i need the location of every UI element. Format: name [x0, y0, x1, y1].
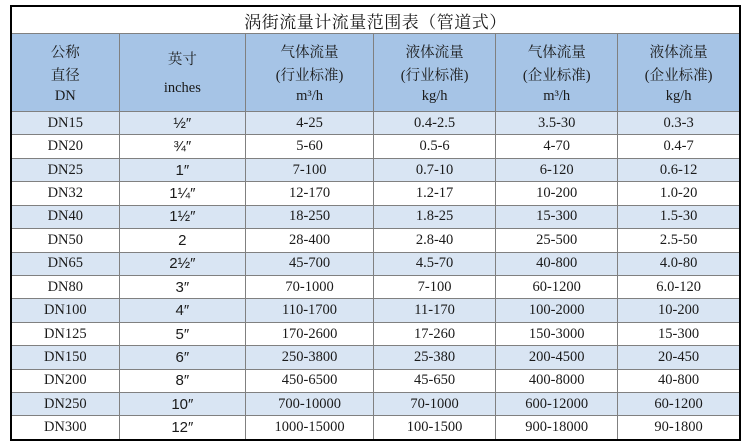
cell-liquid-industry: 11-170 — [374, 299, 496, 321]
cell-gas-enterprise: 3.5-30 — [496, 112, 618, 134]
table-row — [12, 158, 739, 181]
cell-gas-industry: 12-170 — [246, 182, 374, 204]
cell-gas-industry: 45-700 — [246, 253, 374, 275]
cell-gas-enterprise: 25-500 — [496, 229, 618, 251]
cell-gas-enterprise: 4-70 — [496, 135, 618, 157]
cell-gas-enterprise: 6-120 — [496, 159, 618, 181]
header-line: 直径 — [50, 68, 80, 84]
table-body — [12, 111, 739, 439]
header-line: (行业标准) — [400, 68, 469, 84]
cell-liquid-enterprise: 60-1200 — [654, 395, 703, 412]
header-cell-inches — [120, 34, 246, 111]
cell-gas-enterprise: 150-3000 — [496, 323, 618, 345]
header-line: inches — [163, 79, 201, 96]
cell-inches: 3″ — [120, 276, 246, 298]
cell-liquid-enterprise: 40-800 — [658, 372, 700, 389]
cell-gas-industry: 110-1700 — [246, 299, 374, 321]
cell-dn: DN80 — [12, 276, 120, 298]
header-cell-liquid-industry — [374, 34, 496, 111]
cell-liquid-industry: 2.8-40 — [374, 229, 496, 251]
cell-liquid-industry: 100-1500 — [374, 416, 496, 438]
cell-gas-enterprise: 200-4500 — [496, 346, 618, 368]
table-row — [12, 298, 739, 321]
cell-gas-industry: 4-25 — [246, 112, 374, 134]
header-line: 气体流量 — [280, 44, 339, 61]
table-row — [12, 369, 739, 392]
cell-gas-enterprise: 40-800 — [496, 253, 618, 275]
header-line: 气体流量 — [527, 44, 586, 61]
header-line: 公称 — [50, 44, 80, 61]
header-line: kg/h — [421, 87, 448, 104]
cell-gas-enterprise: 10-200 — [496, 182, 618, 204]
table-row — [12, 181, 739, 204]
table-row — [12, 252, 739, 275]
cell-liquid-industry: 1.2-17 — [374, 182, 496, 204]
cell-gas-enterprise: 600-12000 — [496, 393, 618, 415]
cell-dn: DN100 — [12, 299, 120, 321]
table-row — [12, 228, 739, 251]
cell-liquid-enterprise: 0.4-7 — [663, 138, 694, 155]
cell-inches: 2 — [120, 229, 246, 251]
table-row — [12, 111, 739, 134]
header-cell-liquid-enterprise — [618, 34, 739, 111]
table-title: 涡街流量计流量范围表（管道式） — [12, 7, 739, 33]
cell-gas-enterprise: 60-1200 — [496, 276, 618, 298]
cell-gas-enterprise: 100-2000 — [496, 299, 618, 321]
cell-gas-enterprise: 400-8000 — [496, 370, 618, 392]
header-cell-gas-enterprise — [496, 34, 618, 111]
cell-liquid-enterprise: 0.6-12 — [659, 161, 698, 178]
cell-liquid-enterprise: 1.0-20 — [659, 184, 698, 201]
cell-inches: 10″ — [120, 393, 246, 415]
cell-gas-enterprise: 15-300 — [496, 206, 618, 228]
header-line: (企业标准) — [644, 68, 713, 84]
table-row — [12, 134, 739, 157]
cell-gas-industry: 170-2600 — [246, 323, 374, 345]
cell-liquid-industry: 45-650 — [374, 370, 496, 392]
cell-dn: DN40 — [12, 206, 120, 228]
cell-gas-industry: 70-1000 — [246, 276, 374, 298]
cell-dn: DN300 — [12, 416, 120, 438]
header-line: DN — [54, 87, 76, 104]
cell-liquid-industry: 0.5-6 — [374, 135, 496, 157]
cell-liquid-industry: 25-380 — [374, 346, 496, 368]
cell-inches: 1¼″ — [120, 182, 246, 204]
table-row — [12, 345, 739, 368]
cell-liquid-enterprise: 1.5-30 — [659, 208, 698, 225]
cell-liquid-industry: 70-1000 — [374, 393, 496, 415]
cell-gas-industry: 450-6500 — [246, 370, 374, 392]
cell-dn: DN150 — [12, 346, 120, 368]
cell-dn: DN25 — [12, 159, 120, 181]
table-row — [12, 205, 739, 228]
cell-inches: 1½″ — [120, 206, 246, 228]
header-line: 液体流量 — [405, 44, 464, 61]
cell-liquid-enterprise: 0.3-3 — [663, 114, 694, 131]
cell-liquid-industry: 4.5-70 — [374, 253, 496, 275]
cell-gas-industry: 18-250 — [246, 206, 374, 228]
cell-liquid-industry: 0.4-2.5 — [374, 112, 496, 134]
cell-liquid-industry: 1.8-25 — [374, 206, 496, 228]
cell-liquid-enterprise: 6.0-120 — [656, 278, 701, 295]
cell-dn: DN250 — [12, 393, 120, 415]
header-line: kg/h — [665, 87, 692, 104]
table-row — [12, 322, 739, 345]
table-row — [12, 392, 739, 415]
cell-inches: 6″ — [120, 346, 246, 368]
cell-inches: ¾″ — [120, 135, 246, 157]
cell-liquid-industry: 0.7-10 — [374, 159, 496, 181]
header-cell-dn — [12, 34, 120, 111]
cell-dn: DN65 — [12, 253, 120, 275]
cell-liquid-enterprise: 10-200 — [658, 302, 700, 319]
header-line: 液体流量 — [649, 44, 708, 61]
header-line: m³/h — [543, 87, 571, 104]
cell-liquid-enterprise: 2.5-50 — [659, 231, 698, 248]
cell-gas-enterprise: 900-18000 — [496, 416, 618, 438]
header-line: (企业标准) — [522, 68, 591, 84]
cell-inches: 4″ — [120, 299, 246, 321]
cell-inches: 12″ — [120, 416, 246, 438]
cell-dn: DN15 — [12, 112, 120, 134]
table-header-row — [12, 33, 739, 111]
cell-dn: DN32 — [12, 182, 120, 204]
table-row — [12, 415, 739, 438]
cell-liquid-enterprise: 90-1800 — [654, 419, 703, 436]
cell-gas-industry: 5-60 — [246, 135, 374, 157]
cell-gas-industry: 1000-15000 — [246, 416, 374, 438]
cell-liquid-industry: 17-260 — [374, 323, 496, 345]
header-line: (行业标准) — [275, 68, 344, 84]
cell-gas-industry: 7-100 — [246, 159, 374, 181]
cell-dn: DN50 — [12, 229, 120, 251]
cell-liquid-industry: 7-100 — [374, 276, 496, 298]
header-line: 英寸 — [167, 52, 197, 69]
table-row — [12, 275, 739, 298]
cell-liquid-enterprise: 4.0-80 — [659, 255, 698, 272]
cell-liquid-enterprise: 15-300 — [658, 325, 700, 342]
cell-inches: 1″ — [120, 159, 246, 181]
flow-range-table — [10, 5, 741, 441]
cell-inches: 2½″ — [120, 253, 246, 275]
cell-gas-industry: 250-3800 — [246, 346, 374, 368]
cell-dn: DN125 — [12, 323, 120, 345]
cell-liquid-enterprise: 20-450 — [658, 348, 700, 365]
header-cell-gas-industry — [246, 34, 374, 111]
cell-gas-industry: 28-400 — [246, 229, 374, 251]
cell-inches: 8″ — [120, 370, 246, 392]
cell-inches: 5″ — [120, 323, 246, 345]
cell-gas-industry: 700-10000 — [246, 393, 374, 415]
cell-dn: DN200 — [12, 370, 120, 392]
header-line: m³/h — [296, 87, 323, 104]
cell-dn: DN20 — [12, 135, 120, 157]
cell-inches: ½″ — [120, 112, 246, 134]
